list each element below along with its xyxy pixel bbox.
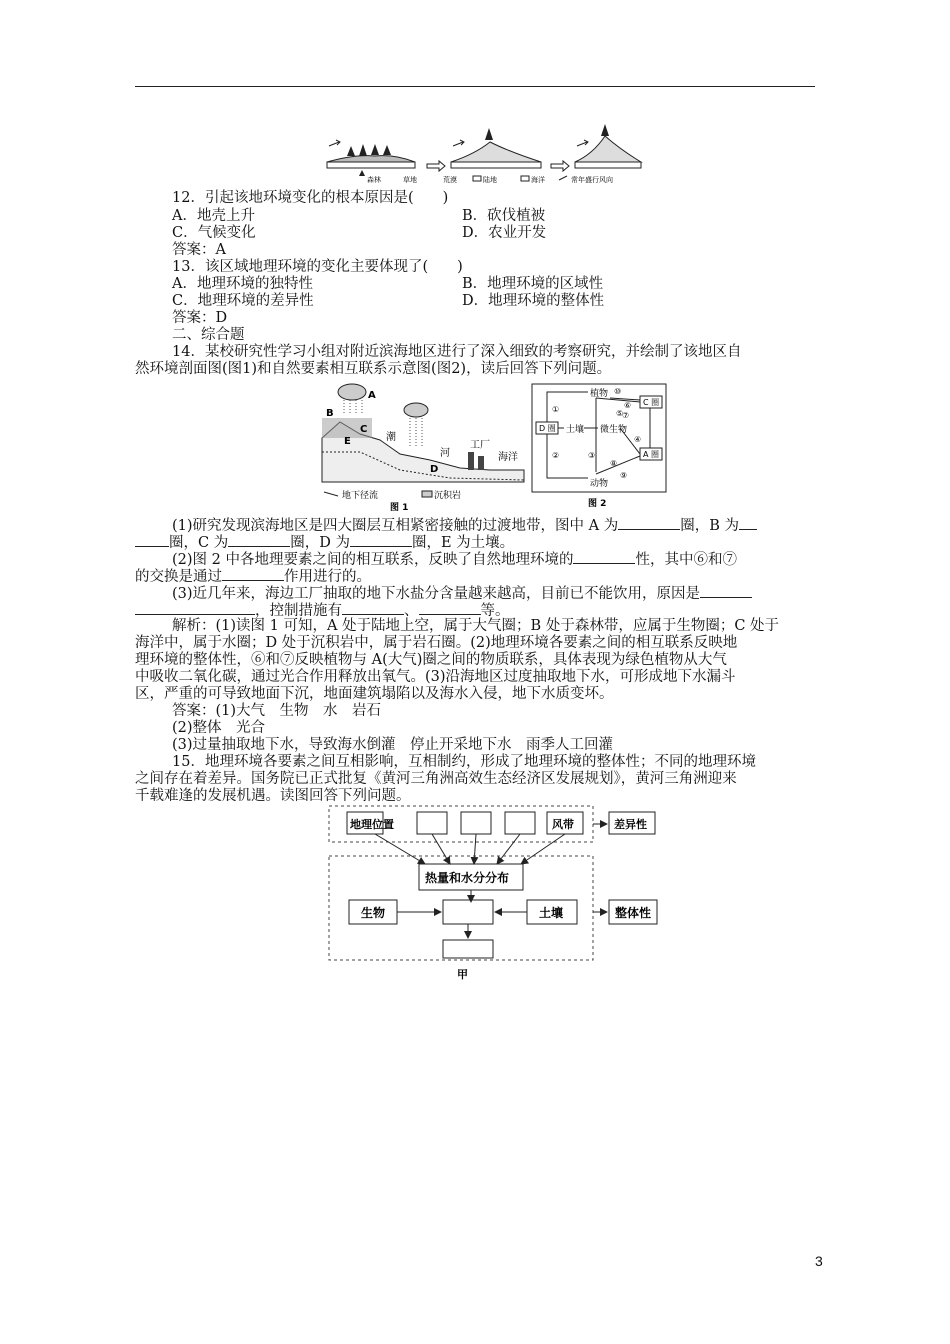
q14-intro-line2: 然环境剖面图(图1)和自然要素相互联系示意图(图2)，读后回答下列问题。 [135,361,612,377]
legend-desert: 荒漠 [443,176,457,184]
q14-p2-text-c: 的交换是通过 [135,569,222,585]
q14-p3-text-b: ，控制措施有 [255,603,342,619]
answer-blank [700,584,752,598]
analysis-line: 中吸收二氧化碳，通过光合作用释放出氧气。(3)沿海地区过度抽取地下水，可形成地下水漏斗 [135,669,736,685]
answer-blank [222,567,284,581]
q14-p1-text-b: 圈，B 为 [680,518,739,534]
fig1-label-b: B [326,408,334,419]
q13-answer: 答案：D [172,310,228,326]
q15-line: 千载难逢的发展机遇。读图回答下列问题。 [135,788,411,804]
fig1-label-tide: 潮 [386,432,396,443]
fig2-node-d: D 圈 [539,424,556,433]
diagram-empty-box-3 [505,812,535,834]
diagram-integrity-box: 整体性 [615,906,652,920]
q12-answer: 答案：A [172,242,226,258]
q14-p1-text-d: 圈，D 为 [290,535,350,551]
q13-option-d: D．地理环境的整体性 [462,293,605,309]
q13-option-a: A．地理环境的独特性 [172,276,313,292]
fig1-legend-sedimentary: 沉积岩 [434,491,462,501]
diagram-empty-bottom-box [443,940,493,958]
diagram-heat-water-box: 热量和水分分布 [425,871,510,885]
q14-p2-text-b: 性，其中⑥和⑦ [635,552,737,568]
legend-wind: 常年盛行风向 [571,176,613,184]
q14-p3-text-a: (3)近几年来，海边工厂抽取的地下水盐分含量越来越高，目前已不能饮用，原因是 [172,586,701,602]
fig2-node-soil: 土壤 [566,425,585,435]
fig2-node-animal: 动物 [590,479,609,489]
fig1-label-ocean: 海洋 [498,452,518,463]
q12-stem: 12．引起该地环境变化的根本原因是( ) [172,190,449,206]
answer-blank [342,601,404,615]
q15-flow-diagram [325,800,670,986]
fig2-num-4: ④ [634,435,642,444]
diagram-location-box: 地理位置 [350,818,394,831]
answer-blank [135,533,169,547]
environment-change-figure [325,124,645,188]
q14-p3-text-c: 、 [404,603,419,619]
q15-line: 15．地理环境各要素之间互相影响，互相制约，形成了地理环境的整体性；不同的地理环境 [172,754,756,770]
analysis-line: 理环境的整体性，⑥和⑦反映植物与 A(大气)圈之间的物质联系，具体表现为绿色植物从大气 [135,652,727,668]
analysis-line: 区，严重的可导致地面下沉，地面建筑塌陷以及海水入侵，地下水质变坏。 [135,686,614,702]
answer-blank [419,601,481,615]
fig2-num-9: ⑨ [620,471,628,480]
legend-ocean: 海洋 [531,176,545,184]
fig1-label-d: D [430,464,439,475]
legend-forest: 森林 [367,176,381,184]
analysis-line: 解析：(1)读图 1 可知，A 处于陆地上空，属于大气圈；B 处于森林带，应属于生物圈；C 处于 [172,618,780,634]
q14-p2-text-a: (2)图 2 中各地理要素之间的相互联系，反映了自然地理环境的 [172,552,574,568]
legend-land: 陆地 [483,176,497,184]
q13-option-c: C．地理环境的差异性 [172,293,314,309]
fig2-num-8: ⑧ [610,459,618,468]
section-heading: 二、综合题 [172,327,245,343]
q13-stem: 13．该区域地理环境的变化主要体现了( ) [172,259,463,275]
q15-line: 之间存在着差异。国务院已正式批复《黄河三角洲高效生态经济区发展规划》，黄河三角洲迎来 [135,771,737,787]
analysis-line: 海洋中，属于水圈；D 处于沉积岩中，属于岩石圈。(2)地理环境各要素之间的相互联系反映地 [135,635,738,651]
answer-blank [618,516,680,530]
q13-option-b: B．地理环境的区域性 [462,276,604,292]
answer-blank [350,533,412,547]
fig2-num-5: ⑤ [616,409,624,418]
q12-option-d: D．农业开发 [462,225,547,241]
q14-answer-line: (2)整体 光合 [172,720,266,736]
legend-grass: 草地 [403,176,417,184]
diagram-empty-box-2 [461,812,491,834]
page-number: 3 [815,1253,823,1269]
q14-answer-line: 答案：(1)大气 生物 水 岩石 [172,703,382,719]
fig1-label-a: A [368,390,376,401]
fig2-num-10: ⑩ [614,387,622,396]
q12-option-a: A．地壳上升 [172,208,255,224]
answer-blank [573,550,635,564]
q14-p1-text-e: 圈，E 为土壤。 [411,535,515,551]
diagram-empty-box-1 [417,812,447,834]
fig2-node-plant: 植物 [590,389,609,399]
q14-p3-text-d: 等。 [480,603,510,619]
figure1-cross-section [320,382,526,512]
diagram-biology-box: 生物 [361,906,386,920]
answer-blank [135,601,255,615]
q14-p1-text-c: 圈，C 为 [169,535,229,551]
fig1-label-river: 河 [440,448,450,459]
q12-option-b: B．砍伐植被 [462,208,546,224]
fig2-node-microbe: 微生物 [600,425,628,435]
fig2-num-3: ③ [588,451,596,460]
diagram-empty-center-box [443,900,493,924]
fig2-num-6: ⑥ [624,401,632,410]
fig2-num-2: ② [552,451,560,460]
fig1-caption: 图 1 [390,503,409,512]
answer-blank [739,516,757,530]
fig1-legend-runoff: 地下径流 [342,491,379,501]
figure2-element-links [530,382,670,512]
fig2-node-c: C 圈 [643,398,660,407]
diagram-difference-box: 差异性 [614,818,647,831]
fig2-node-a: A 圈 [643,450,660,459]
q14-answer-line: (3)过量抽取地下水，导致海水倒灌 停止开采地下水 雨季人工回灌 [172,737,614,753]
q14-intro-line1: 14．某校研究性学习小组对附近滨海地区进行了深入细致的考察研究，并绘制了该地区自 [172,344,742,360]
header-rule [135,86,815,87]
fig1-label-e: E [344,436,351,447]
diagram-wind-belt-box: 风带 [552,818,574,831]
fig2-num-1: ① [552,405,560,414]
q14-p2-text-d: 作用进行的。 [284,569,371,585]
fig1-label-c: C [360,424,368,435]
q12-option-c: C．气候变化 [172,225,256,241]
diagram-caption: 甲 [457,968,468,981]
fig1-label-factory: 工厂 [470,440,490,451]
diagram-soil-box: 土壤 [539,906,564,920]
q14-p1-text-a: (1)研究发现滨海地区是四大圈层互相紧密接触的过渡地带，图中 A 为 [172,518,619,534]
fig2-caption: 图 2 [588,499,607,509]
answer-blank [228,533,290,547]
fig2-num-7: ⑦ [622,411,630,420]
